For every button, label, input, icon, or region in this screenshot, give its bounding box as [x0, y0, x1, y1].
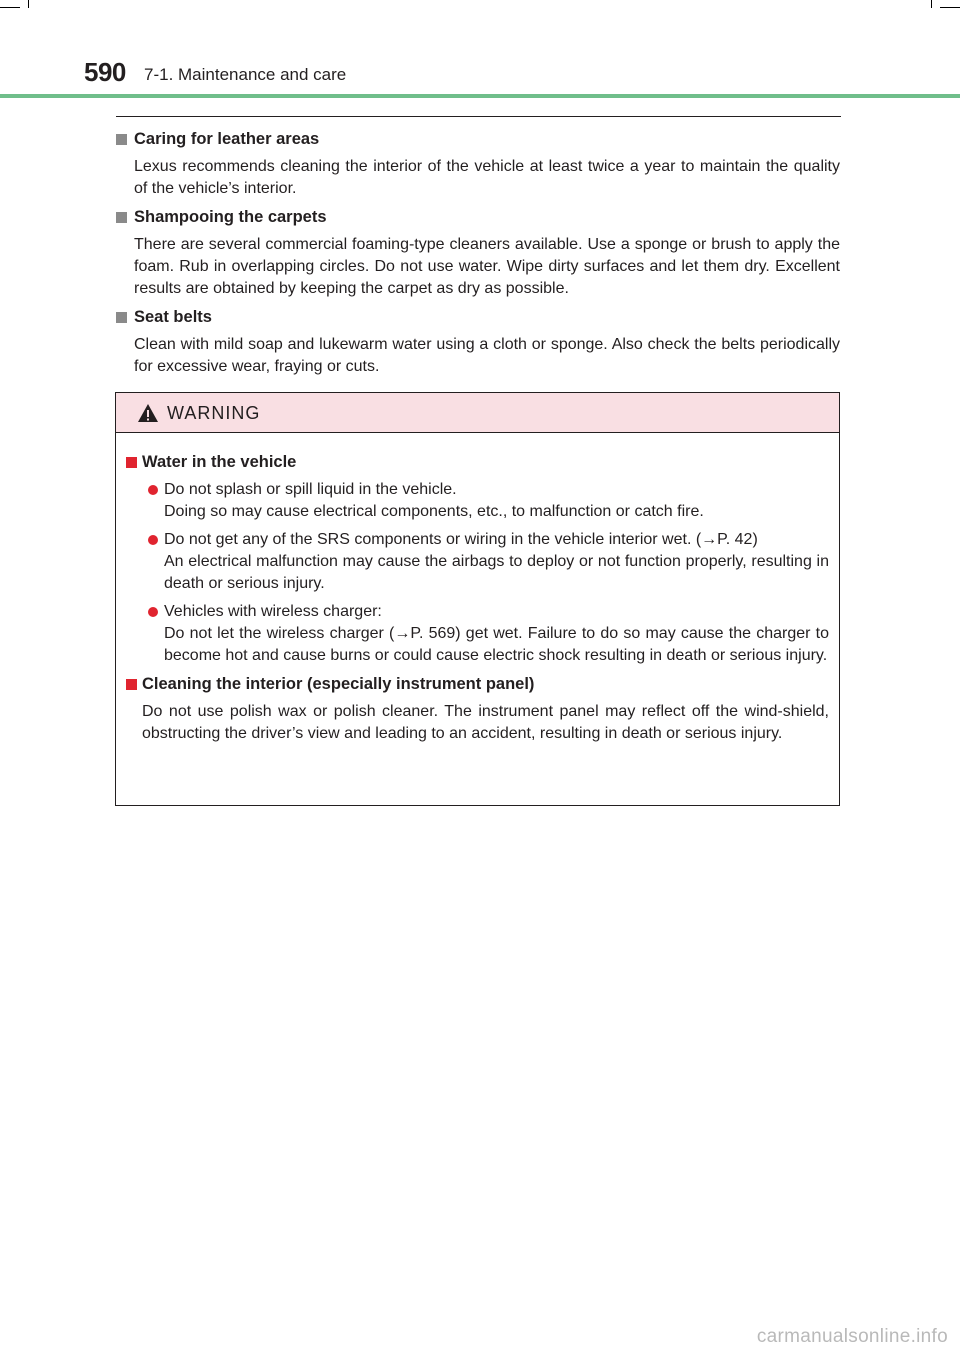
crop-mark	[931, 0, 932, 8]
content-rule	[116, 116, 841, 117]
warning-title: WARNING	[167, 402, 261, 423]
warning-box	[115, 392, 840, 806]
bullet-line: Vehicles with wireless charger:	[164, 603, 382, 620]
subheading-text: Cleaning the interior (especially instrument panel)	[142, 675, 535, 693]
section-heading	[116, 206, 840, 228]
section-title: 7-1. Maintenance and care	[144, 65, 347, 84]
bullet-line: Do not splash or spill liquid in the vehicle.	[164, 481, 457, 498]
section-body: Lexus recommends cleaning the interior of the vehicle at least twice a year to maintain the quality of the vehicle’s interior.	[134, 158, 840, 197]
list-item	[148, 529, 829, 595]
dot-bullet-icon	[148, 485, 158, 495]
header-rule	[0, 94, 960, 98]
subheading-text: Water in the vehicle	[142, 453, 297, 471]
list-item	[148, 479, 829, 523]
heading-text: Shampooing the carpets	[134, 208, 327, 226]
main-content	[116, 128, 840, 384]
warning-header	[116, 393, 839, 433]
bullet-line: An electrical malfunction may cause the airbags to deploy or not function properly, resulting in death or serious injury.	[164, 553, 829, 592]
heading-text: Seat belts	[134, 308, 212, 326]
square-bullet-icon	[126, 679, 137, 690]
section-heading	[116, 128, 840, 150]
square-bullet-icon	[116, 134, 127, 145]
warning-body	[116, 433, 839, 745]
section-body: There are several commercial foaming-type cleaners available. Use a sponge or brush to apply the foam. Rub in overlapping circles. Do not use water. Wipe dirty surfaces and let them dry. Excellent results are obtained by keeping the carpet as dry as possible.	[134, 236, 840, 297]
crop-mark	[28, 0, 29, 8]
dot-bullet-icon	[148, 535, 158, 545]
warning-subheading	[126, 673, 829, 695]
list-item	[148, 601, 829, 667]
crop-mark	[940, 7, 960, 8]
dot-bullet-icon	[148, 607, 158, 617]
square-bullet-icon	[126, 457, 137, 468]
warning-paragraph: Do not use polish wax or polish cleaner. The instrument panel may reflect off the wind-shield, obstructing the driver’s view and leading to an accident, resulting in death or serious injury.	[142, 703, 829, 742]
bullet-line: Doing so may cause electrical components, etc., to malfunction or catch fire.	[164, 503, 704, 520]
heading-text: Caring for leather areas	[134, 130, 320, 148]
page-number: 590	[84, 57, 126, 87]
square-bullet-icon	[116, 212, 127, 223]
warning-subheading	[126, 451, 829, 473]
section-body: Clean with mild soap and lukewarm water using a cloth or sponge. Also check the belts periodically for excessive wear, fraying or cuts.	[134, 336, 840, 375]
square-bullet-icon	[116, 312, 127, 323]
crop-mark	[0, 7, 20, 8]
bullet-line: Do not get any of the SRS components or wiring in the vehicle interior wet. (→P. 42)	[164, 531, 758, 548]
warning-triangle-icon	[137, 403, 159, 423]
bullet-line: Do not let the wireless charger (→P. 569) get wet. Failure to do so may cause the charger to become hot and cause burns or could cause electric shock resulting in death or serious injury.	[164, 625, 829, 664]
watermark: carmanualsonline.info	[756, 1326, 948, 1347]
section-heading	[116, 306, 840, 328]
